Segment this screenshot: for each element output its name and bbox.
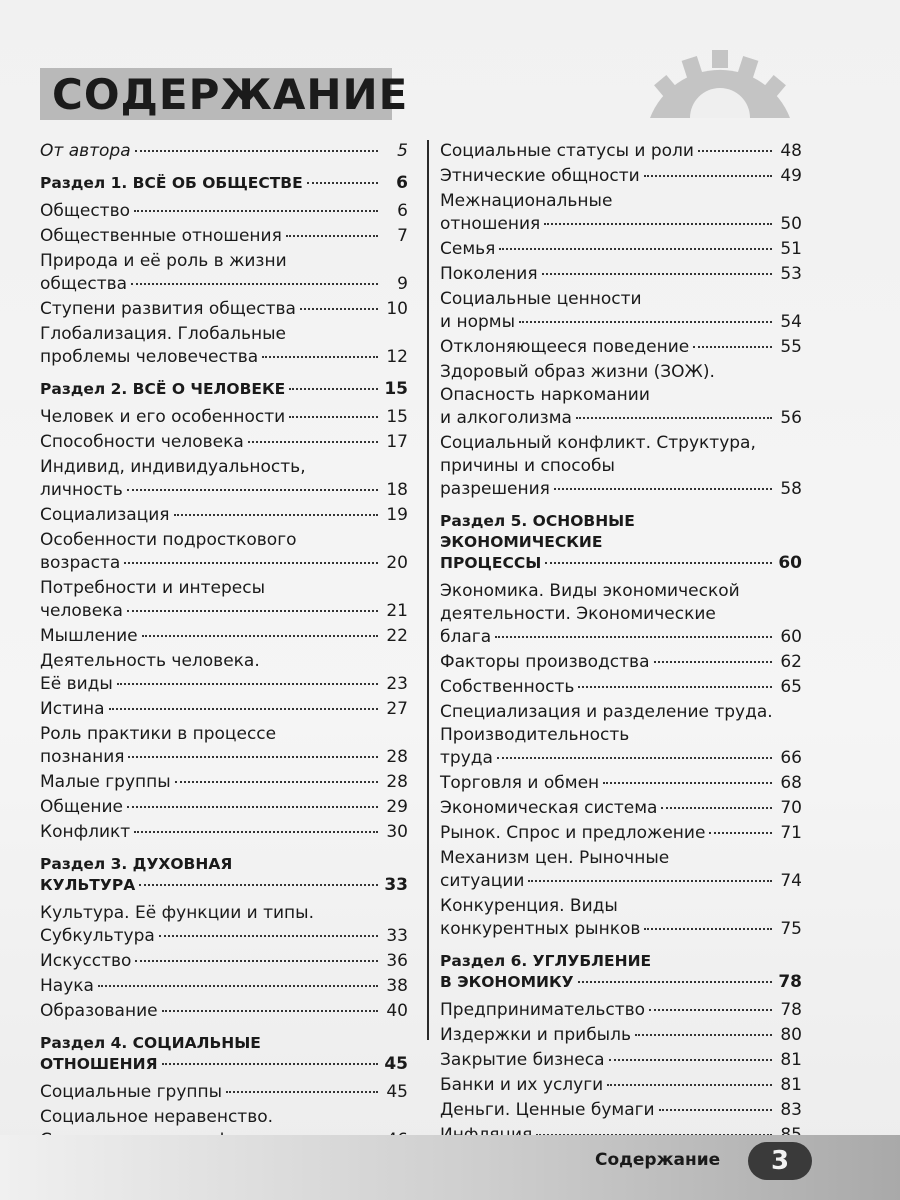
toc-entry-label-line: Экономика. Виды экономической деятельности. Экономические [440,581,740,624]
toc-section-entry [40,854,408,896]
toc-entry [40,650,408,696]
toc-page-number: 21 [386,601,408,621]
page-title: СОДЕРЖАНИЕ [52,70,409,119]
dot-leader [603,781,772,784]
toc-entry-line [440,407,802,430]
toc-entry-line [40,698,408,721]
toc-entry [440,190,802,236]
toc-entry [440,999,802,1022]
toc-section-entry [40,379,408,400]
toc-entry [40,225,408,248]
toc-entry [40,298,408,321]
toc-page-number: 71 [780,823,802,843]
toc-entry [40,504,408,527]
toc-page-number: 78 [778,972,802,992]
toc-entry-label-line: Межнациональные [440,191,613,211]
dot-leader [644,927,772,930]
toc-entry [40,577,408,623]
toc-entry [440,797,802,820]
gear-decoration-icon [640,50,800,120]
dot-leader [544,222,772,225]
toc-entry-label: Способности человека [40,432,244,452]
toc-entry-label: Субкультура [40,926,155,946]
toc-page-number: 65 [780,677,802,697]
dot-leader [248,440,378,443]
toc-entry-label-line: Механизм цен. Рыночные [440,848,670,868]
toc-entry [40,140,408,163]
dot-leader [654,660,773,663]
toc-entry-label: Общение [40,797,123,817]
dot-leader [497,756,772,759]
toc-entry-line [40,950,408,973]
toc-entry-label: труда [440,748,493,768]
toc-entry-label: Раздел 2. ВСЁ О ЧЕЛОВЕКЕ [40,380,286,398]
toc-entry-label: В ЭКОНОМИКУ [440,973,574,991]
dot-leader [499,247,772,250]
toc-entry-label-line: Глобализация. Глобальные [40,324,286,344]
toc-entry [440,701,802,770]
toc-entry-label: Образование [40,1001,158,1021]
toc-entry-line [40,1000,408,1023]
toc-entry [440,580,802,649]
dot-leader [162,1009,378,1012]
toc-page-number: 18 [386,480,408,500]
dot-leader [698,149,772,152]
toc-right-column [440,140,802,1149]
toc-page-number: 33 [384,875,408,895]
dot-leader [289,387,378,390]
toc-entry-label: конкурентных рынков [440,919,641,939]
toc-entry-line [440,626,802,649]
toc-entry-line [440,870,802,893]
toc-entry-line [440,553,802,574]
toc-entry-label: Мышление [40,626,138,646]
dot-leader [134,209,378,212]
dot-leader [528,879,772,882]
toc-entry-line [40,875,408,896]
toc-entry-line [40,625,408,648]
toc-entry-label-line: Потребности и интересы [40,578,266,598]
toc-entry [440,676,802,699]
toc-page-number: 83 [780,1100,802,1120]
toc-entry [40,723,408,769]
toc-page-number: 75 [780,919,802,939]
toc-entry-line [40,379,408,400]
toc-page-number: 49 [780,166,802,186]
toc-entry-label: блага [440,627,492,647]
toc-entry-line [40,1054,408,1075]
toc-page-number: 48 [780,141,802,161]
toc-entry [40,771,408,794]
toc-entry-line [40,1081,408,1104]
toc-entry-label: Рынок. Спрос и предложение [440,823,706,843]
dot-leader [578,980,772,983]
toc-entry [440,361,802,430]
toc-entry-label: ситуации [440,871,525,891]
toc-entry-label: Искусство [40,951,132,971]
toc-section-entry [40,173,408,194]
toc-entry-line [440,1024,802,1047]
toc-entry [40,1000,408,1023]
toc-entry-label-line: Особенности подросткового [40,530,297,550]
toc-page-number: 33 [386,926,408,946]
toc-entry-line [440,676,802,699]
toc-entry-label-line: Природа и её роль в жизни [40,251,287,271]
toc-entry-label-line: Роль практики в процессе [40,724,277,744]
dot-leader [226,1090,378,1093]
toc-entry [40,200,408,223]
toc-entry-line [40,600,408,623]
dot-leader [307,181,378,184]
toc-page-number: 60 [780,627,802,647]
dot-leader [174,513,378,516]
toc-left-column [40,140,408,1154]
toc-page-number: 74 [780,871,802,891]
toc-page-number: 62 [780,652,802,672]
toc-entry [440,288,802,334]
toc-entry-line [40,225,408,248]
toc-entry [440,651,802,674]
toc-entry [40,975,408,998]
toc-entry-label: Закрытие бизнеса [440,1050,605,1070]
toc-entry-label: человека [40,601,123,621]
toc-entry-line [40,673,408,696]
toc-entry-label: и алкоголизма [440,408,572,428]
dot-leader [578,685,772,688]
dot-leader [607,1083,772,1086]
toc-entry-label: Ступени развития общества [40,299,296,319]
toc-entry [440,822,802,845]
toc-entry [40,1081,408,1104]
toc-entry [40,456,408,502]
toc-page-number: 80 [780,1025,802,1045]
toc-entry-line [40,821,408,844]
dot-leader [286,234,378,237]
dot-leader [262,355,378,358]
dot-leader [159,934,378,937]
toc-entry-line [440,918,802,941]
toc-entry-label: Этнические общности [440,166,640,186]
toc-entry-line [40,140,408,163]
toc-page-number: 81 [780,1050,802,1070]
toc-entry-label-line: Культура. Её функции и типы. [40,903,314,923]
toc-page-number: 17 [386,432,408,452]
toc-page-number: 54 [780,312,802,332]
toc-entry-line [40,796,408,819]
toc-page-number: 66 [780,748,802,768]
toc-entry [440,336,802,359]
toc-entry-label-line: Индивид, индивидуальность, [40,457,306,477]
toc-entry-label: Банки и их услуги [440,1075,604,1095]
toc-entry-label: Её виды [40,674,113,694]
toc-entry-line [40,504,408,527]
toc-entry-line [440,772,802,795]
toc-entry-line [40,406,408,429]
dot-leader [98,984,378,987]
dot-leader [519,320,772,323]
page-number-badge: 3 [748,1142,812,1180]
toc-entry-line [40,431,408,454]
toc-page-number: 15 [384,379,408,399]
toc-entry-line [440,972,802,993]
toc-entry-line [40,771,408,794]
toc-entry [440,1099,802,1122]
dot-leader [542,272,772,275]
dot-leader [142,634,378,637]
toc-entry-label: Торговля и обмен [440,773,600,793]
toc-entry-line [40,346,408,369]
toc-page-number: 6 [396,173,408,193]
toc-entry [440,238,802,261]
toc-page-number: 50 [780,214,802,234]
toc-entry-label: Отклоняющееся поведение [440,337,690,357]
toc-page-number: 27 [386,699,408,719]
toc-entry-label: Социализация [40,505,170,525]
toc-entry-line [440,822,802,845]
dot-leader [495,635,772,638]
toc-entry-label: Раздел 1. ВСЁ ОБ ОБЩЕСТВЕ [40,174,303,192]
toc-entry-label-line: Раздел 5. ОСНОВНЫЕ ЭКОНОМИЧЕСКИЕ [440,512,635,551]
dot-leader [576,416,772,419]
dot-leader [135,149,378,152]
toc-entry-label: Деньги. Ценные бумаги [440,1100,655,1120]
toc-entry-label: Общество [40,201,131,221]
toc-entry-line [440,999,802,1022]
toc-page-number: 51 [780,239,802,259]
toc-entry-label-line: Социальные ценности [440,289,642,309]
toc-page-number: 30 [386,822,408,842]
toc-entry-line [440,1049,802,1072]
toc-entry-line [40,746,408,769]
toc-entry-label: общества [40,274,128,294]
toc-page-number: 12 [386,347,408,367]
toc-page-number: 55 [780,337,802,357]
toc-entry-line [40,479,408,502]
toc-entry-label-line: Социальное неравенство. [40,1107,274,1127]
toc-entry-line [440,140,802,163]
toc-entry-line [40,173,408,194]
toc-page-number: 10 [386,299,408,319]
toc-page-number: 19 [386,505,408,525]
toc-page-number: 60 [778,553,802,573]
toc-page-number: 6 [397,201,408,221]
toc-entry-label: КУЛЬТУРА [40,876,136,894]
toc-page-number: 23 [386,674,408,694]
toc-entry-label: Человек и его особенности [40,407,286,427]
toc-entry-line [40,975,408,998]
toc-page-number: 40 [386,1001,408,1021]
toc-entry-label-line: Конкуренция. Виды [440,896,618,916]
toc-entry-line [40,552,408,575]
dot-leader [649,1008,772,1011]
toc-entry-line [40,273,408,296]
dot-leader [128,755,378,758]
toc-entry [40,250,408,296]
toc-entry [440,432,802,501]
toc-entry [40,323,408,369]
toc-entry-label-line: Социальный конфликт. Структура, причины и способы [440,433,756,476]
toc-entry-line [440,238,802,261]
toc-entry-label: Семья [440,239,496,259]
toc-page-number: 29 [386,797,408,817]
toc-entry-label: Социальные статусы и роли [440,141,694,161]
toc-entry-label-line: Специализация и разделение труда. Производительность [440,702,773,745]
toc-entry-label-line: Деятельность человека. [40,651,260,671]
toc-entry [440,165,802,188]
toc-entry-label: Общественные отношения [40,226,282,246]
toc-entry-label: Издержки и прибыль [440,1025,631,1045]
toc-page-number: 78 [780,1000,802,1020]
dot-leader [162,1062,378,1065]
toc-page-number: 56 [780,408,802,428]
toc-entry-line [440,1099,802,1122]
toc-entry-label: проблемы человечества [40,347,259,367]
dot-leader [289,415,378,418]
toc-entry [40,625,408,648]
dot-leader [609,1058,772,1061]
dot-leader [127,609,378,612]
toc-entry [40,950,408,973]
toc-section-entry [440,951,802,993]
toc-page-number: 7 [397,226,408,246]
dot-leader [661,806,772,809]
toc-entry-label: Предпринимательство [440,1000,646,1020]
toc-entry-label: Истина [40,699,105,719]
dot-leader [300,307,378,310]
toc-entry-line [440,213,802,236]
dot-leader [117,682,378,685]
toc-page-number: 15 [386,407,408,427]
toc-page-number: 22 [386,626,408,646]
dot-leader [693,345,772,348]
toc-entry-label: От автора [40,141,131,161]
toc-entry-line [440,165,802,188]
footer-section-label: Содержание [595,1150,721,1170]
toc-entry-label-line: Здоровый образ жизни (ЗОЖ). Опасность наркомании [440,362,715,405]
dot-leader [545,561,772,564]
toc-entry-label-line: Раздел 4. СОЦИАЛЬНЫЕ [40,1034,261,1052]
toc-entry-label: Экономическая система [440,798,658,818]
toc-entry-label: Социальные группы [40,1082,223,1102]
toc-entry [440,140,802,163]
toc-page-number: 58 [780,479,802,499]
toc-entry-label: и нормы [440,312,516,332]
toc-page-number: 38 [386,976,408,996]
toc-entry-label: Конфликт [40,822,131,842]
toc-entry [40,902,408,948]
toc-entry-label: возраста [40,553,121,573]
toc-entry [440,772,802,795]
dot-leader [127,488,378,491]
toc-entry [440,1049,802,1072]
toc-entry-line [40,925,408,948]
toc-page-number: 53 [780,264,802,284]
toc-entry-line [440,797,802,820]
toc-entry-label: отношения [440,214,541,234]
toc-entry-line [40,298,408,321]
toc-page-number: 28 [386,747,408,767]
toc-entry-line [440,651,802,674]
toc-section-entry [440,511,802,574]
dot-leader [109,707,378,710]
toc-entry [40,529,408,575]
dot-leader [124,561,378,564]
toc-entry-label: разрешения [440,479,550,499]
dot-leader [635,1033,772,1036]
toc-entry-line [440,263,802,286]
toc-entry [40,698,408,721]
toc-entry-label: ОТНОШЕНИЯ [40,1055,158,1073]
dot-leader [659,1108,772,1111]
toc-section-entry [40,1033,408,1075]
toc-page-number: 68 [780,773,802,793]
toc-entry-label-line: Раздел 3. ДУХОВНАЯ [40,855,233,873]
toc-page-number: 9 [397,274,408,294]
toc-page-number: 36 [386,951,408,971]
toc-entry [40,796,408,819]
toc-entry-label: Наука [40,976,94,996]
toc-entry [40,431,408,454]
toc-entry-line [440,747,802,770]
dot-leader [554,487,772,490]
toc-entry-line [440,478,802,501]
toc-entry-label: ПРОЦЕССЫ [440,554,542,572]
dot-leader [135,959,378,962]
toc-entry-label: Собственность [440,677,575,697]
toc-entry-line [440,336,802,359]
toc-entry-label: Малые группы [40,772,171,792]
column-divider [427,140,429,1040]
toc-page-number: 5 [397,141,408,161]
toc-page-number: 81 [780,1075,802,1095]
toc-entry-label: Поколения [440,264,538,284]
dot-leader [175,780,378,783]
toc-entry-label: Факторы производства [440,652,650,672]
toc-entry-line [440,1074,802,1097]
toc-entry-line [440,311,802,334]
toc-entry [440,847,802,893]
dot-leader [127,805,378,808]
toc-entry [440,1074,802,1097]
toc-entry-label: познания [40,747,125,767]
dot-leader [709,831,772,834]
toc-entry [440,263,802,286]
dot-leader [131,282,378,285]
toc-page-number: 70 [780,798,802,818]
toc-entry [440,1024,802,1047]
toc-entry [40,406,408,429]
toc-page-number: 45 [386,1082,408,1102]
dot-leader [644,174,772,177]
toc-page-number: 20 [386,553,408,573]
toc-entry [40,821,408,844]
toc-page-number: 28 [386,772,408,792]
dot-leader [134,830,378,833]
toc-entry [440,895,802,941]
dot-leader [139,883,378,886]
toc-entry-line [40,200,408,223]
toc-page-number: 45 [384,1054,408,1074]
toc-entry-label: личность [40,480,123,500]
toc-entry-label-line: Раздел 6. УГЛУБЛЕНИЕ [440,952,652,970]
